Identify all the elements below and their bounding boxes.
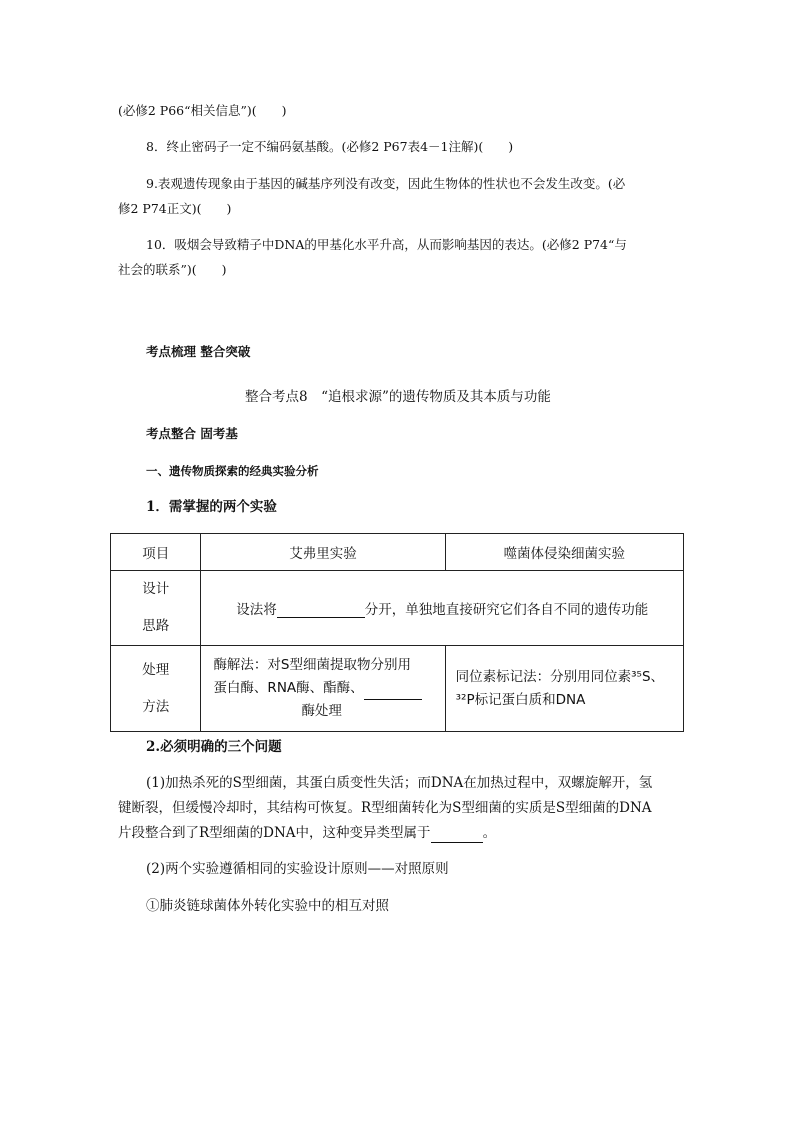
avery-method-line-2-text: 蛋白酶、RNA酶、酯酶、 [213,680,364,696]
row-label-design [111,571,201,646]
previous-item-tail: (必修2 P66“相关信息”)( ) [118,103,287,118]
point-2-para-1-line-3-end: 。 [482,825,497,841]
part-1-heading: 一、遗传物质探索的经典实验分析 [146,464,319,478]
point-2-para-1-line-1: (1)加热杀死的S型细菌，其蛋白质变性失活；而DNA在加热过程中，双螺旋解开，氢 [146,775,653,791]
design-content [201,571,684,646]
phage-method-line-2: ³²P标记蛋白质和DNA [455,691,586,708]
design-blank[interactable] [277,601,365,618]
point-2-para-3: ①肺炎链球菌体外转化实验中的相互对照 [146,898,389,914]
item-8: 8．终止密码子一定不编码氨基酸。(必修2 P67表4－1注解)( ) [146,139,514,154]
item-10-line-2: 社会的联系”)( ) [118,262,227,277]
table-header-row [111,534,684,571]
row-label-design-line-2: 思路 [142,618,170,634]
section-heading: 考点梳理 整合突破 [146,344,251,359]
phage-method [445,646,683,732]
row-label-method-line-1: 处理 [142,661,170,678]
point-2-para-1-line-3 [118,823,496,843]
design-text-after: 分开，单独地直接研究它们各自不同的遗传功能 [364,602,649,618]
header-avery: 艾弗里实验 [201,534,445,571]
experiments-table [110,533,684,732]
header-item: 项目 [111,534,201,571]
avery-method-line-2 [213,677,444,700]
point-2-para-1-line-3-text: 片段整合到了R型细菌的DNA中，这种变异类型属于 [118,825,431,841]
table-row-method [111,646,684,732]
section-title: 整合考点8 “追根求源”的遗传物质及其本质与功能 [245,389,551,405]
row-label-design-line-1: 设计 [142,581,170,597]
sub-heading: 考点整合 固考基 [146,426,238,441]
avery-method-blank[interactable] [364,683,422,700]
row-label-method-line-2: 方法 [142,698,170,715]
header-phage: 噬菌体侵染细菌实验 [445,534,683,571]
avery-method-line-1: 酶解法：对S型细菌提取物分别用 [213,657,412,673]
variation-type-blank[interactable] [431,826,483,843]
point-1-heading: 1．需掌握的两个实验 [146,499,277,515]
item-9-line-1: 9.表观遗传现象由于基因的碱基序列没有改变，因此生物体的性状也不会发生改变。(必 [146,176,626,191]
point-2-para-2: (2)两个实验遵循相同的实验设计原则——对照原则 [146,861,449,877]
avery-method-line-3: 酶处理 [301,703,342,719]
row-label-method [111,646,201,732]
item-10-line-1: 10．吸烟会导致精子中DNA的甲基化水平升高，从而影响基因的表达。(必修2 P74“与 [146,237,627,252]
point-2-para-1-line-2: 键断裂，但缓慢冷却时，其结构可恢复。R型细菌转化为S型细菌的实质是S型细菌的DNA [118,800,652,816]
table-row-design [111,571,684,646]
phage-method-line-1: 同位素标记法：分别用同位素³⁵S、 [455,668,665,685]
design-text-before: 设法将 [236,602,277,618]
avery-method [201,646,445,732]
point-2-heading: 2.必须明确的三个问题 [146,739,282,755]
item-9-line-2: 修2 P74正文)( ) [118,201,232,216]
